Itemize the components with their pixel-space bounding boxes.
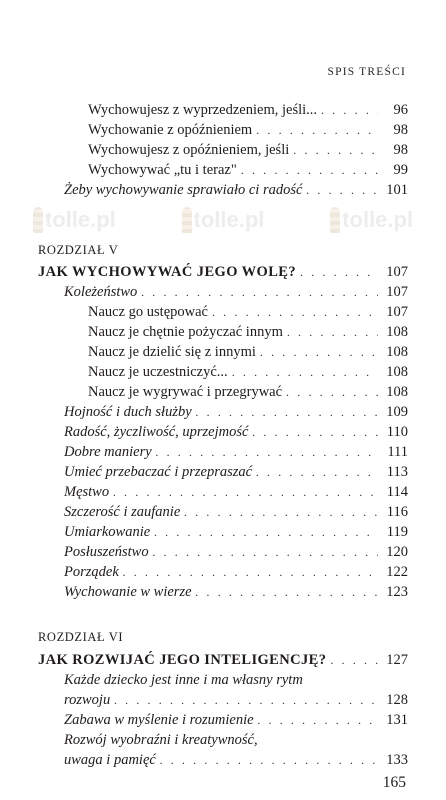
tower-logo-icon [182,207,192,233]
toc-entry-page: 108 [386,364,408,380]
toc-entry-page: 96 [393,102,408,118]
toc-entry-page: 107 [386,284,408,300]
watermark-item [33,207,116,233]
toc-entry[interactable] [64,282,408,302]
watermark-text: tolle.pl [193,207,265,232]
dot-leader [256,462,378,482]
toc-entry[interactable] [64,750,408,770]
chapter-title: JAK WYCHOWYWAĆ JEGO WOLĘ? [38,264,297,280]
watermark-text: tolle.pl [44,207,116,232]
dot-leader [160,750,378,770]
toc-entry[interactable] [88,342,408,362]
toc-entry[interactable] [88,362,408,382]
dot-leader [286,382,378,402]
toc-entry[interactable] [64,710,408,730]
dot-leader [156,442,378,462]
toc-entry[interactable] [88,100,408,120]
dot-leader [258,710,378,730]
running-header: SPIS TREŚCI [327,66,406,78]
toc-entry[interactable] [64,582,408,602]
dot-leader [196,402,378,422]
toc-entry[interactable] [88,120,408,140]
toc-entry-label: Wychowanie z opóźnieniem [88,122,253,138]
toc-entry-page: 119 [386,524,408,540]
dot-leader [330,650,378,670]
toc-entry-label: Naucz go ustępować [88,304,208,320]
dot-leader [260,342,378,362]
toc-entry-page: 116 [386,504,408,520]
toc-entry-page: 113 [386,464,408,480]
dot-leader [196,582,378,602]
chapter-title-entry[interactable] [38,650,408,670]
toc-entry-page: 122 [386,564,408,580]
toc-entry[interactable] [88,382,408,402]
dot-leader [212,302,378,322]
toc-entry-page: 109 [386,404,408,420]
toc-entry-label: Wychowujesz z wyprzedzeniem, jeśli... [88,102,318,118]
dot-leader [293,140,378,160]
dot-leader [123,562,378,582]
toc-entry-page: 99 [393,162,408,178]
toc-entry-label: Zabawa w myślenie i rozumienie [64,712,254,728]
toc-entry[interactable] [64,180,408,200]
toc-entry-page: 133 [386,752,408,768]
watermark-item [330,207,413,233]
toc-entry[interactable] [64,502,408,522]
chapter-label: ROZDZIAŁ VI [38,630,124,644]
toc-entry-label: Szczerość i zaufanie [64,504,181,520]
toc-entry-label: Męstwo [64,484,110,500]
toc-entry[interactable] [64,402,408,422]
dot-leader [306,180,378,200]
dot-leader [232,362,378,382]
watermark-text: tolle.pl [342,207,414,232]
toc-entry[interactable] [88,140,408,160]
dot-leader [154,522,378,542]
toc-entry-page: 128 [386,692,408,708]
chapter-label: ROZDZIAŁ V [38,243,119,257]
toc-entry-page: 107 [386,264,408,280]
toc-entry-label: Porządek [64,564,119,580]
toc-entry-label: rozwoju [64,692,111,708]
toc-entry-label: Wychowujesz z opóźnieniem, jeśli [88,142,290,158]
toc-entry-page: 123 [386,584,408,600]
toc-entry-page: 108 [386,324,408,340]
toc-entry-page: 110 [386,424,408,440]
dot-leader [114,690,378,710]
dot-leader [153,542,378,562]
watermark-item [182,207,265,233]
toc-entry-label: Hojność i duch służby [64,404,192,420]
toc-entry-page: 111 [387,444,408,460]
dot-leader [287,322,378,342]
toc-entry-page: 107 [386,304,408,320]
toc-entry-label: Naucz je uczestniczyć... [88,364,228,380]
toc-entry-page: 101 [386,182,408,198]
toc-entry-label: Naucz je dzielić się z innymi [88,344,256,360]
toc-entry-label: Umiarkowanie [64,524,151,540]
toc-entry-page: 108 [386,384,408,400]
toc-entry-label: Naucz je chętnie pożyczać innym [88,324,283,340]
toc-entry-page: 108 [386,344,408,360]
toc-entry-label: Żeby wychowywanie sprawiało ci radość [64,182,303,198]
toc-entry-label: Dobre maniery [64,444,152,460]
chapter-title-entry[interactable] [38,262,408,282]
toc-entry[interactable] [64,542,408,562]
toc-entry[interactable] [64,462,408,482]
toc-entry-page: 131 [386,712,408,728]
toc-entry-label: uwaga i pamięć [64,752,156,768]
toc-entry-label: Radość, życzliwość, uprzejmość [64,424,249,440]
toc-entry-page: 120 [386,544,408,560]
toc-entry[interactable] [88,160,408,180]
dot-leader [141,282,378,302]
toc-entry[interactable] [64,422,408,442]
toc-entry[interactable] [64,522,408,542]
toc-entry-page: 98 [393,142,408,158]
toc-entry-page: 114 [386,484,408,500]
toc-entry-page: 98 [393,122,408,138]
toc-entry[interactable] [64,562,408,582]
dot-leader [252,422,378,442]
toc-entry-page: 127 [386,652,408,668]
toc-entry[interactable] [88,322,408,342]
toc-entry-label: Koleżeństwo [64,284,138,300]
toc-entry-label: Umieć przebaczać i przepraszać [64,464,253,480]
chapter-title: JAK ROZWIJAĆ JEGO INTELIGENCJĘ? [38,652,327,668]
dot-leader [300,262,378,282]
toc-entry[interactable] [64,482,408,502]
toc-entry-label: Wychowywać „tu i teraz" [88,162,237,178]
toc-entry-line[interactable]: Każde dziecko jest inne i ma własny rytm [64,672,303,688]
toc-entry-label: Naucz je wygrywać i przegrywać [88,384,283,400]
toc-entry-label: Posłuszeństwo [64,544,149,560]
dot-leader [256,120,378,140]
toc-entry-line[interactable]: Rozwój wyobraźni i kreatywność, [64,732,258,748]
toc-entry[interactable] [64,690,408,710]
tower-logo-icon [330,207,340,233]
dot-leader [321,100,378,120]
toc-entry[interactable] [64,442,408,462]
tower-logo-icon [33,207,43,233]
dot-leader [241,160,378,180]
page-number: 165 [382,774,406,791]
dot-leader [184,502,378,522]
dot-leader [113,482,378,502]
toc-entry-label: Wychowanie w wierze [64,584,192,600]
toc-entry[interactable] [88,302,408,322]
